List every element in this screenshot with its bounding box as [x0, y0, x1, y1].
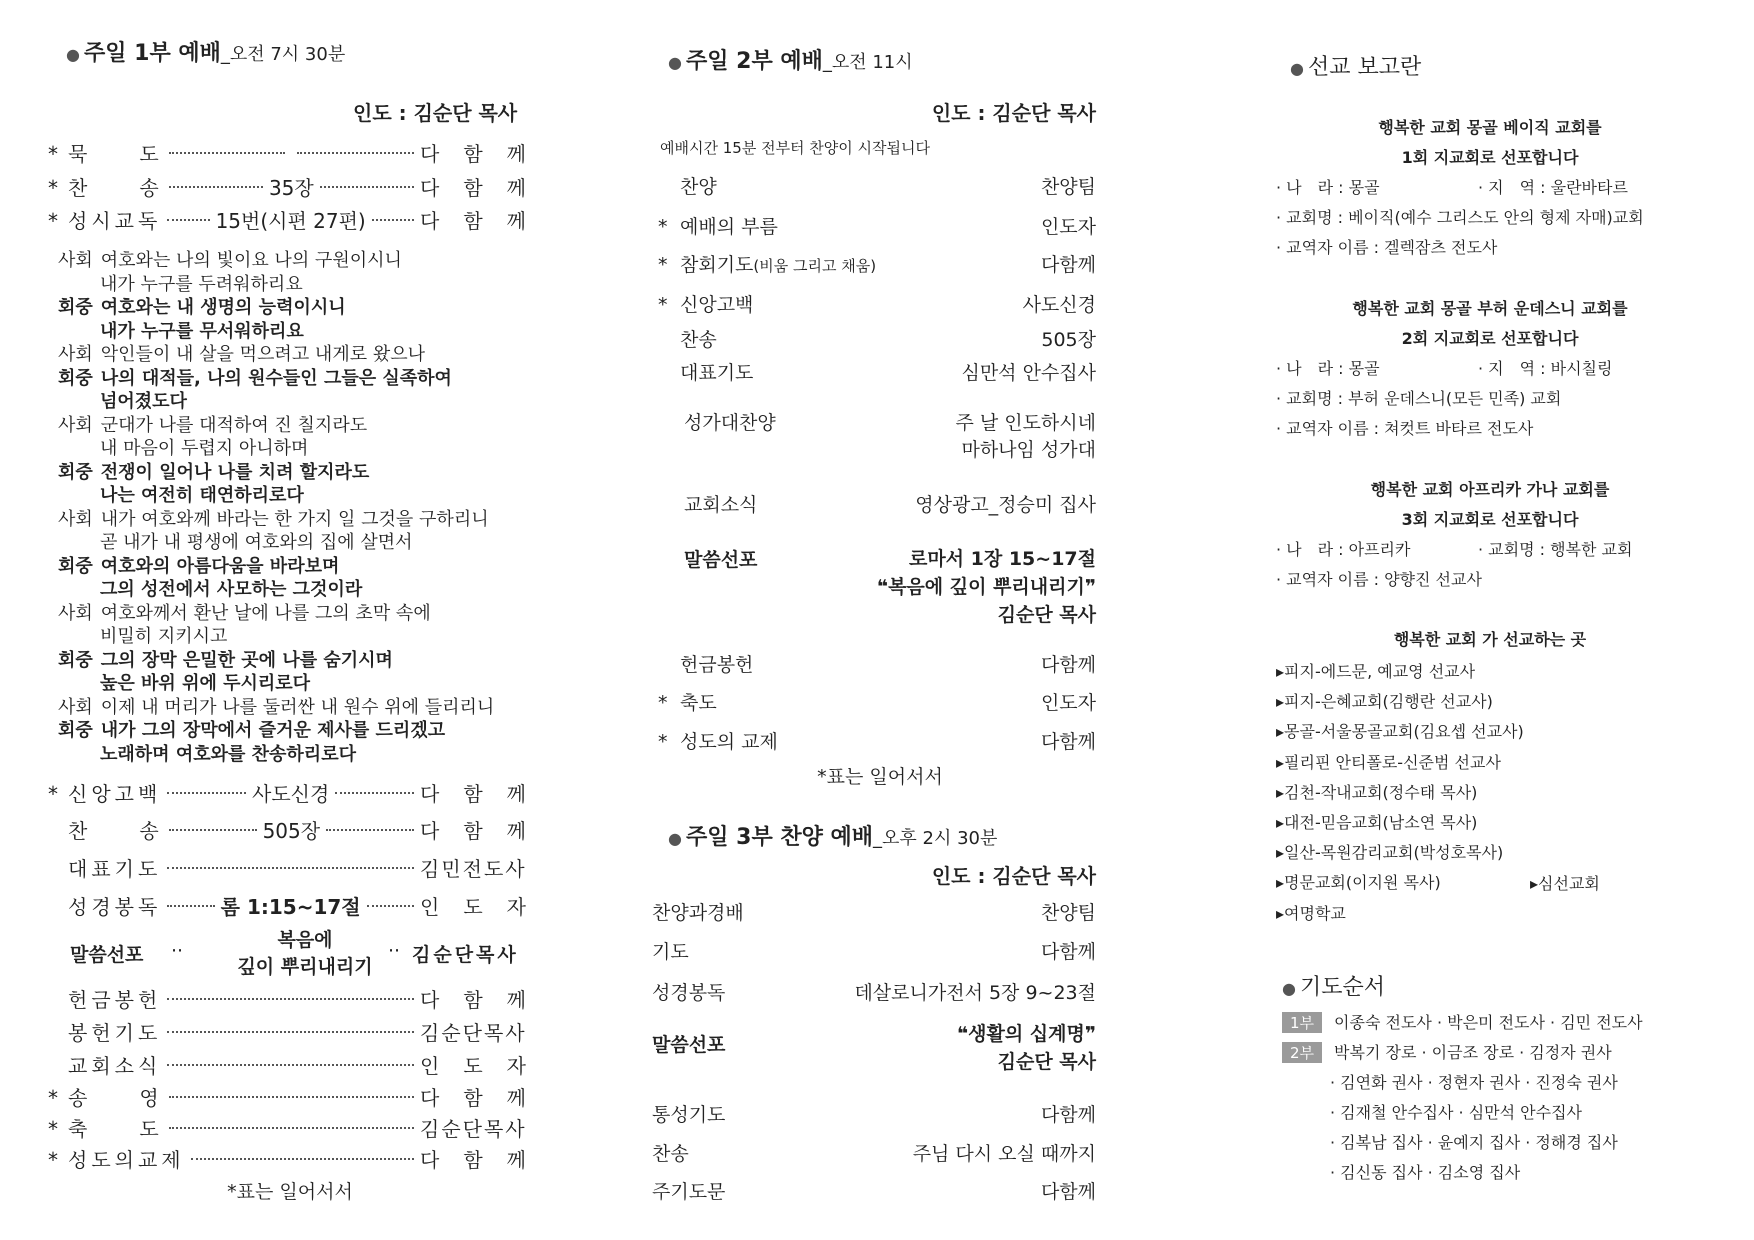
- reading-line: [58, 646, 393, 672]
- reading-text: 곧 내가 내 평생에 여호와의 집에 살면서: [100, 532, 413, 553]
- reading-role: 사회: [58, 414, 93, 436]
- mission-place: ▸대전-믿음교회(남소연 목사): [1276, 813, 1478, 832]
- order-row: [652, 937, 1096, 964]
- order-item-name: 예배의 부름: [680, 216, 778, 238]
- order-row: [48, 853, 538, 882]
- mission-place-extra: ▸심선교회: [1530, 874, 1600, 893]
- order-item-name: 대표기도: [680, 362, 754, 384]
- reading-line: [100, 622, 227, 648]
- order-item-leader: 다 함 께: [420, 1148, 528, 1172]
- order-item-left: [658, 216, 778, 238]
- reading-role: 회중: [58, 461, 93, 483]
- prayer-group-tag: 1부: [1282, 1012, 1322, 1033]
- order-row: [48, 891, 538, 920]
- order-item-leader: 다함께: [1040, 941, 1096, 963]
- reading-text: 여호와는 내 생명의 능력이시니: [100, 297, 346, 318]
- bullet-icon: ●: [66, 45, 80, 64]
- order-row: [48, 172, 538, 201]
- order-item-leader: 인도자: [1040, 216, 1096, 238]
- reading-text: 나의 대적들, 나의 원수들인 그들은 실족하여: [100, 367, 452, 389]
- reading-text: 군대가 나를 대적하여 진 칠지라도: [100, 414, 368, 436]
- order-item-name: 통성기도: [652, 1104, 726, 1126]
- standing-mark: *: [658, 254, 668, 276]
- reading-line: [58, 411, 367, 437]
- order-item-leader: 505장: [1041, 329, 1096, 351]
- reading-line: [58, 293, 346, 319]
- order-item-name: 헌금봉헌: [680, 654, 754, 676]
- service-3-leader: 인도 : 김순단 목사: [931, 864, 1096, 888]
- reading-text: 나는 여전히 태연하리로다: [100, 485, 304, 506]
- order-row: [48, 1144, 538, 1173]
- reading-role: 회중: [58, 297, 93, 318]
- dotted-leader: [167, 1064, 414, 1066]
- mission-info: · 나 라 : 아프리카: [1276, 540, 1411, 559]
- order-item-leader: 주님 다시 오실 때까지: [912, 1143, 1096, 1165]
- mission-info: · 교회명 : 행복한 교회: [1478, 540, 1633, 559]
- reading-text: 비밀히 지키시고: [100, 626, 228, 647]
- order-item-leader: 다함께: [1040, 731, 1096, 753]
- order-row: [658, 290, 1096, 317]
- standing-note-2: *표는 일어서서: [817, 766, 943, 788]
- order-row: [48, 138, 538, 167]
- order-row: [652, 1100, 1096, 1127]
- reading-text: 여호와는 나의 빛이요 나의 구원이시니: [100, 250, 402, 271]
- reading-text: 악인들이 내 살을 먹으려고 내게로 왔으나: [100, 344, 425, 365]
- order-item-leader: 다함께: [1040, 1181, 1096, 1203]
- order-item-name: 봉헌기도: [68, 1021, 162, 1045]
- reading-line: [100, 387, 187, 413]
- bullet-icon: ●: [668, 829, 682, 848]
- dotted-leader: [169, 152, 286, 154]
- dotted-leader: [167, 219, 209, 221]
- standing-mark: *: [48, 1117, 58, 1141]
- reading-line: [100, 740, 356, 766]
- order-item-name: 찬 송: [68, 176, 163, 200]
- order-item-name: 찬송: [680, 329, 717, 351]
- mission-places-title: 행복한 교회 가 선교하는 곳: [1393, 630, 1587, 649]
- order-item-leader: 사도신경: [1022, 294, 1096, 316]
- sermon-2-label: 말씀선포: [684, 549, 758, 571]
- reading-line: [58, 599, 431, 625]
- mission-place: ▸일산-목원감리교회(박성호목사): [1276, 843, 1504, 863]
- reading-line: [58, 693, 494, 719]
- order-item-name: 송 영: [68, 1086, 163, 1110]
- order-item-leader: 다 함 께: [420, 176, 528, 200]
- dotted-leader: [167, 792, 246, 794]
- prayer-row: [1282, 1040, 1612, 1063]
- mission-place: ▸필리핀 안티폴로-신준범 선교사: [1276, 752, 1501, 772]
- order-row: [658, 727, 1096, 754]
- prayer-group-tag: 2부: [1282, 1042, 1322, 1063]
- dotted-leader: [167, 998, 414, 1000]
- mission-heading: ● 선교 보고란: [1290, 55, 1422, 80]
- order-item-name: 축도: [680, 692, 717, 714]
- standing-mark: *: [658, 216, 668, 238]
- prayer-names: 이종숙 전도사 · 박은미 전도사 · 김민 전도사: [1334, 1013, 1643, 1032]
- reading-role: 회중: [58, 367, 93, 389]
- order-item-leader: 다 함 께: [420, 782, 528, 806]
- prayer-row: [1330, 1160, 1520, 1183]
- order-row: [658, 650, 1096, 677]
- mission-block-title: 행복한 교회 몽골 부허 운데스니 교회를: [1352, 299, 1628, 318]
- mission-info: · 나 라 : 몽골: [1276, 178, 1380, 197]
- sermon-2-info: 로마서 1장 15~17절 ❝복음에 깊이 뿌리내리기❞ 김순단 목사: [876, 548, 1096, 626]
- order-item-leader: 심만석 안수집사: [961, 362, 1096, 384]
- worship-notice: 예배시간 15분 전부터 찬양이 시작됩니다: [660, 139, 931, 157]
- reading-text: 전쟁이 일어나 나를 치려 할지라도: [100, 461, 370, 483]
- order-item-name: 성시교독: [68, 209, 162, 233]
- order-item-name: 찬양: [680, 176, 717, 198]
- reading-line: [100, 481, 304, 507]
- reading-role: 사회: [58, 344, 93, 365]
- mission-place: ▸여명학교: [1276, 903, 1346, 923]
- reading-text: 여호와께서 환난 날에 나를 그의 초막 속에: [100, 602, 431, 624]
- sermon-preacher: 김순단목사: [412, 944, 519, 966]
- order-item-left: [658, 362, 753, 384]
- reading-text: 내가 누구를 두려워하리요: [100, 273, 303, 295]
- reading-text: 이제 내 머리가 나를 둘러싼 내 원수 위에 들리리니: [100, 696, 495, 718]
- reading-text: 높은 바위 위에 두시리로다: [100, 673, 311, 694]
- reading-text: 여호와의 아름다움을 바라보며: [100, 555, 340, 577]
- order-item-left: [658, 329, 717, 351]
- order-row: [658, 688, 1096, 715]
- order-item-name: 성도의 교제: [680, 731, 778, 753]
- dotted-leader: [169, 1096, 414, 1098]
- reading-role: 회중: [58, 649, 93, 671]
- order-item-name: 신앙고백: [68, 782, 162, 806]
- standing-mark: *: [48, 176, 58, 200]
- reading-line: [58, 716, 445, 742]
- sermon-3-label: 말씀선포: [652, 1034, 726, 1056]
- news-value: 영상광고_정승미 집사: [915, 494, 1096, 516]
- prayer-row: [1330, 1100, 1582, 1123]
- reading-line: [58, 246, 402, 272]
- order-item-detail: 롬 1:15~17절: [220, 895, 361, 919]
- order-item-left: [658, 731, 778, 753]
- reading-text: 내가 그의 장막에서 즐거운 제사를 드리겠고: [100, 720, 446, 741]
- sermon-leader-dots-2: ··: [388, 940, 401, 962]
- mission-info: · 교역자 이름 : 양향진 선교사: [1276, 570, 1482, 589]
- order-item-leader: 다 함 께: [420, 1086, 528, 1110]
- prayer-names: · 김연화 권사 · 정현자 권사 · 진정숙 권사: [1330, 1073, 1618, 1092]
- order-item-leader: 다 함 께: [420, 819, 528, 843]
- service-2-heading: ● 주일 2부 예배_오전 11시: [668, 49, 913, 74]
- service-2-leader: 인도 : 김순단 목사: [931, 101, 1096, 125]
- service-1-heading: ● 주일 1부 예배_오전 7시 30분: [66, 41, 346, 66]
- order-item-leader: 다 함 께: [420, 988, 528, 1012]
- order-item-leader: 다함께: [1040, 654, 1096, 676]
- order-item-left: [658, 294, 753, 316]
- dotted-leader: [169, 1127, 414, 1129]
- order-row: [48, 1082, 538, 1111]
- sermon-leader-dots: ··: [171, 940, 184, 962]
- order-item-leader: 김순단목사: [420, 1117, 527, 1141]
- standing-mark: *: [48, 1148, 58, 1172]
- order-item-name: 주기도문: [652, 1181, 726, 1203]
- mission-info: · 나 라 : 몽골: [1276, 359, 1380, 378]
- prayer-heading: ● 기도순서: [1282, 975, 1385, 1000]
- order-row: [48, 205, 538, 234]
- mission-block-title: 행복한 교회 몽골 베이직 교회를: [1378, 118, 1602, 137]
- sermon-title: 복음에 깊이 뿌리내리기: [237, 929, 373, 978]
- reading-text: 넘어졌도다: [100, 391, 187, 412]
- choir-label: 성가대찬양: [684, 412, 776, 434]
- order-item-name: 헌금봉헌: [68, 988, 162, 1012]
- mission-info: · 지 역 : 울란바타르: [1478, 178, 1628, 197]
- order-item-name: 성경봉독: [68, 895, 162, 919]
- order-row: [48, 778, 538, 807]
- mission-info: · 교역자 이름 : 겔렉잠츠 전도사: [1276, 238, 1498, 257]
- order-item-leader: 김민전도사: [420, 857, 527, 881]
- order-item-leader: 인 도 자: [420, 1054, 528, 1078]
- reading-line: [58, 458, 369, 484]
- mission-block-subtitle: 1회 지교회로 선포합니다: [1401, 148, 1579, 167]
- reading-text: 내가 여호와께 바라는 한 가지 일 그것을 구하리니: [100, 508, 489, 530]
- reading-text: 내 마음이 두렵지 아니하며: [100, 438, 309, 459]
- standing-mark: *: [658, 294, 668, 316]
- order-item-leader: 인 도 자: [420, 895, 528, 919]
- order-row: [652, 1139, 1096, 1166]
- mission-info: · 지 역 : 바시칠링: [1478, 359, 1613, 378]
- order-item-left: [658, 254, 876, 276]
- dotted-leader: [335, 792, 414, 794]
- order-item-left: [658, 654, 753, 676]
- reading-line: [100, 669, 310, 695]
- prayer-names: · 김재철 안수집사 · 심만석 안수집사: [1330, 1103, 1582, 1122]
- prayer-names: · 김복남 집사 · 윤예지 집사 · 정해경 집사: [1330, 1133, 1618, 1152]
- standing-mark: *: [48, 209, 58, 233]
- reading-line: [58, 364, 452, 390]
- order-item-leader: 김순단목사: [420, 1021, 527, 1045]
- order-item-name: 기도: [652, 941, 689, 963]
- reading-role: 사회: [58, 508, 93, 530]
- order-row: [658, 172, 1096, 199]
- reading-role: 회중: [58, 720, 93, 741]
- order-item-detail: 505장: [262, 819, 321, 843]
- order-item-name: 찬양과경배: [652, 902, 744, 924]
- news-label: 교회소식: [684, 494, 758, 516]
- order-item-name: 신앙고백: [680, 294, 754, 316]
- dotted-leader: [191, 1158, 414, 1160]
- order-row: [48, 815, 538, 844]
- dotted-leader: [326, 829, 414, 831]
- reading-role: 사회: [58, 602, 93, 624]
- mission-info: · 교회명 : 베이직(예수 그리스도 안의 형제 자매)교회: [1276, 208, 1644, 227]
- dotted-leader: [169, 829, 257, 831]
- dotted-leader: [169, 186, 263, 188]
- mission-info: · 교역자 이름 : 쳐컷트 바타르 전도사: [1276, 419, 1534, 438]
- order-row: [48, 1017, 538, 1046]
- reading-text: 내가 누구를 무서워하리요: [100, 320, 304, 342]
- sermon-label: 말씀선포: [70, 944, 144, 966]
- sermon-3-info: ❝생활의 십계명❞ 김순단 목사: [956, 1023, 1096, 1073]
- mission-info: · 교회명 : 부허 운데스니(모든 민족) 교회: [1276, 389, 1562, 408]
- order-item-leader: 다함께: [1040, 254, 1096, 276]
- mission-place: ▸피지-은혜교회(김행란 선교사): [1276, 692, 1493, 712]
- reading-line: [58, 340, 425, 366]
- order-item-leader: 다함께: [1040, 1104, 1096, 1126]
- order-item-left: [658, 176, 717, 198]
- order-row: [658, 250, 1096, 277]
- reading-role: 사회: [58, 696, 93, 718]
- order-item-leader: 다 함 께: [420, 209, 528, 233]
- reading-line: [100, 317, 304, 343]
- dotted-leader: [167, 867, 414, 869]
- order-item-leader: 찬양팀: [1040, 902, 1096, 924]
- order-item-leader: 인도자: [1040, 692, 1096, 714]
- reading-line: [58, 505, 489, 531]
- mission-place: ▸몽골-서울몽골교회(김요셉 선교사): [1276, 722, 1524, 742]
- mission-block-title: 행복한 교회 아프리카 가나 교회를: [1370, 480, 1610, 499]
- order-row: [652, 978, 1096, 1005]
- dotted-leader: [297, 152, 414, 154]
- reading-role: 회중: [58, 555, 93, 577]
- dotted-leader: [167, 1031, 414, 1033]
- service-3-heading: ● 주일 3부 찬양 예배_오후 2시 30분: [668, 825, 998, 850]
- dotted-leader: [320, 186, 414, 188]
- order-item-leader: 다 함 께: [420, 142, 528, 166]
- order-item-name: 성경봉독: [652, 982, 726, 1004]
- order-item-name: 참회기도: [680, 254, 754, 276]
- order-row: [652, 898, 1096, 925]
- order-row: [652, 1177, 1096, 1204]
- reading-line: [100, 434, 308, 460]
- order-row: [48, 984, 538, 1013]
- order-item-name: 교회소식: [68, 1054, 162, 1078]
- order-row: [48, 1050, 538, 1079]
- order-item-detail: 사도신경: [252, 782, 330, 806]
- bullet-icon: ●: [1290, 59, 1304, 78]
- reading-line: [58, 552, 339, 578]
- standing-mark: *: [658, 731, 668, 753]
- order-item-detail: 15번(시편 27편): [215, 209, 366, 233]
- choir-title: 주 날 인도하시네 마하나임 성가대: [955, 412, 1096, 461]
- bullet-icon: ●: [1282, 979, 1296, 998]
- reading-role: 사회: [58, 250, 93, 271]
- reading-line: [100, 528, 413, 554]
- order-item-note: (비움 그리고 채움): [753, 257, 877, 275]
- dotted-leader: [167, 905, 214, 907]
- order-row: [658, 325, 1096, 352]
- mission-block-subtitle: 3회 지교회로 선포합니다: [1401, 510, 1579, 529]
- standing-mark: *: [658, 692, 668, 714]
- order-item-name: 성도의교제: [68, 1148, 185, 1172]
- mission-place: ▸김천-작내교회(정수태 목사): [1276, 782, 1478, 802]
- reading-text: 그의 성전에서 사모하는 그것이라: [100, 579, 363, 600]
- prayer-row: [1330, 1130, 1618, 1153]
- order-row: [658, 358, 1096, 385]
- dotted-leader: [367, 905, 414, 907]
- order-item-name: 찬송: [652, 1143, 689, 1165]
- standing-note: *표는 일어서서: [227, 1181, 353, 1203]
- standing-mark: *: [48, 782, 58, 806]
- reading-text: 그의 장막 은밀한 곳에 나를 숨기시며: [100, 649, 393, 671]
- prayer-row: [1282, 1010, 1643, 1033]
- order-item-name: 대표기도: [68, 857, 162, 881]
- prayer-names: 박복기 장로 · 이금조 장로 · 김정자 권사: [1334, 1043, 1612, 1062]
- standing-mark: *: [48, 1086, 58, 1110]
- order-row: [658, 212, 1096, 239]
- mission-place: ▸명문교회(이지원 목사): [1276, 873, 1441, 893]
- reading-line: [100, 575, 362, 601]
- mission-block-subtitle: 2회 지교회로 선포합니다: [1401, 329, 1579, 348]
- order-item-name: 묵 도: [68, 142, 163, 166]
- reading-text: 노래하며 여호와를 찬송하리로다: [100, 743, 356, 765]
- prayer-row: [1330, 1070, 1618, 1093]
- order-item-detail: 35장: [268, 176, 314, 200]
- mission-place: ▸피지-에드문, 예교영 선교사: [1276, 662, 1476, 681]
- order-item-name: 축 도: [68, 1117, 163, 1141]
- order-item-leader: 찬양팀: [1040, 176, 1096, 198]
- prayer-names: · 김신동 집사 · 김소영 집사: [1330, 1163, 1521, 1182]
- dotted-leader: [372, 219, 414, 221]
- order-item-left: [658, 692, 717, 714]
- service-1-leader: 인도 : 김순단 목사: [353, 101, 518, 125]
- reading-line: [100, 270, 303, 296]
- order-row: [48, 1113, 538, 1142]
- bullet-icon: ●: [668, 53, 682, 72]
- standing-mark: *: [48, 142, 58, 166]
- order-item-leader: 데살로니가전서 5장 9~23절: [854, 982, 1096, 1004]
- order-item-name: 찬 송: [68, 819, 163, 843]
